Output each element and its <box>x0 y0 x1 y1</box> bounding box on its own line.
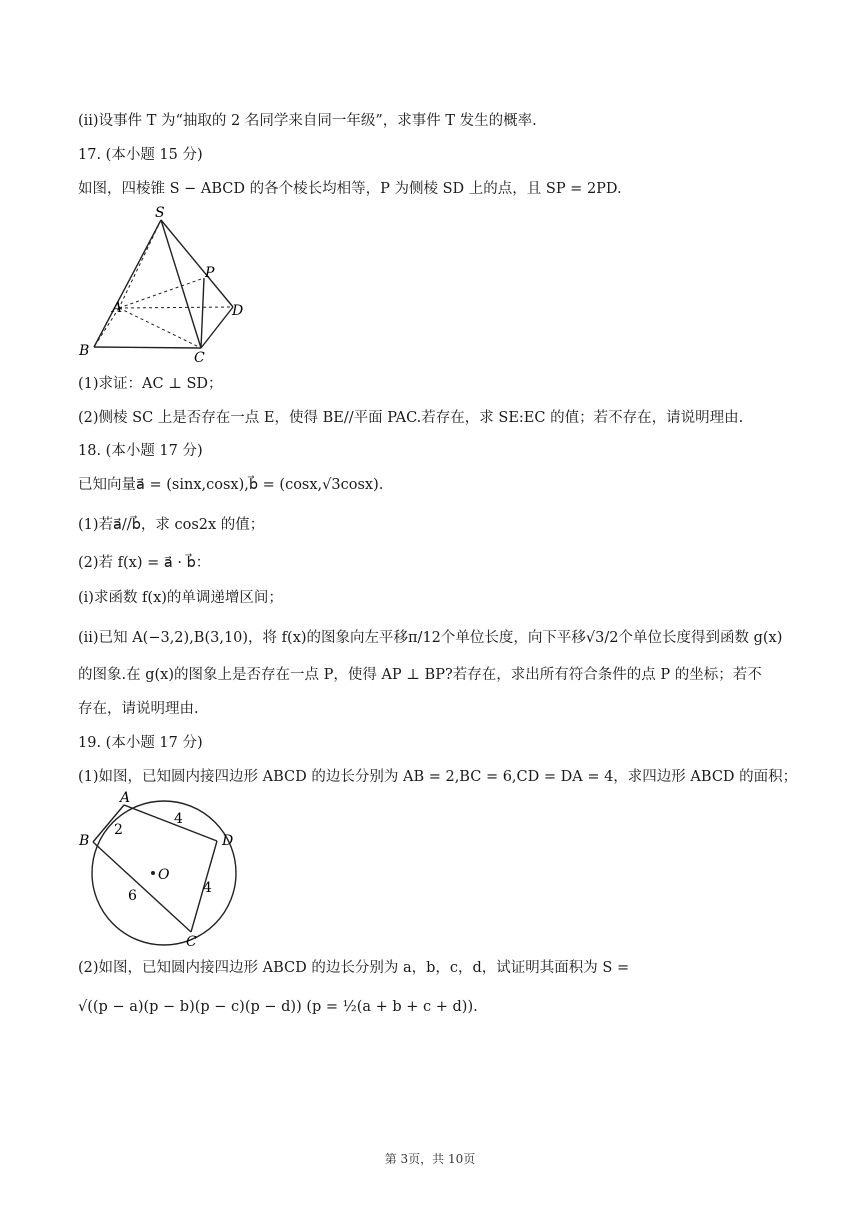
label-C2: C <box>186 934 197 950</box>
q18-stem: 已知向量a⃗ = (sinx,cosx),b⃗ = (cosx,√3cosx). <box>78 477 384 493</box>
label-B: B <box>79 343 90 359</box>
cyclic-quadrilateral-figure <box>76 790 256 950</box>
q16-part-ii: (ⅱ)设事件 T 为“抽取的 2 名同学来自同一年级”，求事件 T 发生的概率. <box>78 113 537 129</box>
label-B2: B <box>79 833 90 849</box>
q18-part-2-ii-c: 存在，请说明理由. <box>78 701 199 717</box>
label-D: D <box>232 303 244 319</box>
q18-part-2-i: (i)求函数 f(x)的单调递增区间； <box>78 590 283 606</box>
edge-label-BC: 6 <box>128 888 137 904</box>
q19-heading: 19. (本小题 17 分) <box>78 735 203 751</box>
label-O: O <box>158 867 170 883</box>
q18-part-2: (2)若 f(x) = a⃗ · b⃗： <box>78 555 211 571</box>
pyramid-figure <box>76 205 256 365</box>
label-P: P <box>205 265 215 281</box>
q18-part-1: (1)若a⃗//b⃗，求 cos2x 的值； <box>78 517 265 533</box>
label-A2: A <box>120 790 131 806</box>
q19-part-2-b: √((p − a)(p − b)(p − c)(p − d)) (p = ½(a + b + c + d)). <box>78 999 478 1015</box>
q19-part-1: (1)如图，已知圆内接四边形 ABCD 的边长分别为 AB = 2,BC = 6,CD = DA = 4，求四边形 ABCD 的面积； <box>78 769 798 785</box>
q19-part-2-a: (2)如图，已知圆内接四边形 ABCD 的边长分别为 a，b，c，d，试证明其面积为 S = <box>78 960 630 976</box>
q17-part-1: (1)求证：AC ⊥ SD； <box>78 376 223 392</box>
q17-stem: 如图，四棱锥 S − ABCD 的各个棱长均相等，P 为侧棱 SD 上的点，且 SP = 2PD. <box>78 181 622 197</box>
q17-part-2: (2)侧棱 SC 上是否存在一点 E，使得 BE//平面 PAC.若存在，求 SE:EC 的值；若不存在，请说明理由. <box>78 410 744 426</box>
q18-heading: 18. (本小题 17 分) <box>78 443 203 459</box>
q18-part-2-ii-b: 的图象.在 g(x)的图象上是否存在一点 P，使得 AP ⊥ BP?若存在，求出所有符合条件的点 P 的坐标；若不 <box>78 667 762 683</box>
page-footer: 第 3页，共 10页 <box>384 1152 476 1166</box>
q17-heading: 17. (本小题 15 分) <box>78 147 203 163</box>
edge-label-AD: 4 <box>174 811 183 827</box>
label-A: A <box>112 300 123 316</box>
label-C: C <box>194 350 205 365</box>
edge-label-AB: 2 <box>114 822 123 838</box>
label-S: S <box>155 205 165 221</box>
label-D2: D <box>222 833 234 849</box>
edge-label-CD: 4 <box>203 880 212 896</box>
q18-part-2-ii-a: (ii)已知 A(−3,2),B(3,10)，将 f(x)的图象向左平移π/12个单位长度，向下平移√3/2个单位长度得到函数 g(x) <box>78 630 783 646</box>
